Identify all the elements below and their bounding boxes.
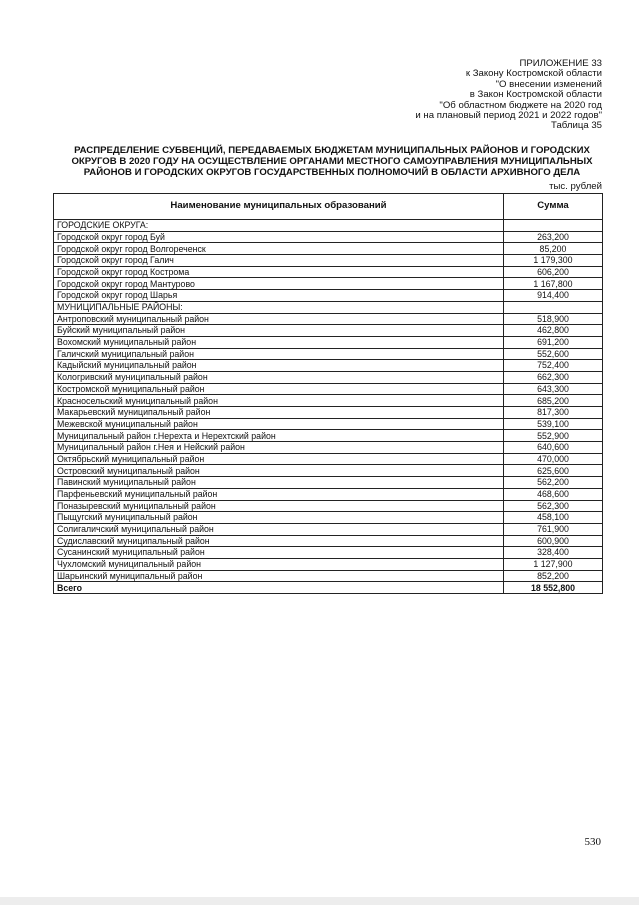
municipality-name: Антроповский муниципальный район [54,313,504,325]
municipality-name: Островский муниципальный район [54,465,504,477]
subvention-amount: 914,400 [504,290,603,302]
municipality-name: Октябрьский муниципальный район [54,453,504,465]
appendix-header-line: к Закону Костромской области [465,68,602,80]
municipality-name: Муниципальный район г.Нерехта и Нерехтский район [54,430,504,442]
subvention-amount: 752,400 [504,360,603,372]
subvention-amount: 552,900 [504,430,603,442]
subvention-amount: 817,300 [504,407,603,419]
subvention-amount: 562,300 [504,500,603,512]
municipality-name: Межевской муниципальный район [54,418,504,430]
subvention-amount: 662,300 [504,371,603,383]
subvention-amount: 852,200 [504,570,603,582]
municipality-name: Кадыйский муниципальный район [54,360,504,372]
municipality-name: Галичский муниципальный район [54,348,504,360]
municipality-name: Кологривский муниципальный район [54,371,504,383]
subvention-amount: 643,300 [504,383,603,395]
municipality-name: Городской округ город Кострома [54,266,504,278]
municipality-name: Пыщугский муниципальный район [54,512,504,524]
appendix-header-line: ПРИЛОЖЕНИЕ 33 [519,58,602,69]
table-row [54,325,603,337]
subvention-amount: 263,200 [504,231,603,243]
subvention-amount: 1 127,900 [504,558,603,570]
table-row [54,523,603,535]
table-row [54,383,603,395]
table-row [54,371,603,383]
municipality-name: Городской округ город Буй [54,231,504,243]
municipality-name: Чухломский муниципальный район [54,558,504,570]
table-row [54,442,603,454]
table-row [54,313,603,325]
subvention-amount: 625,600 [504,465,603,477]
units-label: тыс. рублей [549,181,602,192]
column-header-name: Наименование муниципальных образований [54,194,504,220]
column-header-amount: Сумма [504,194,603,220]
subvention-amount: 462,800 [504,325,603,337]
table-row [54,290,603,302]
scan-bottom-edge [0,897,639,905]
page-number: 530 [584,836,601,848]
municipality-name: Солигаличский муниципальный район [54,523,504,535]
municipality-name: Макарьевский муниципальный район [54,407,504,419]
appendix-header-line: в Закон Костромской области [469,89,602,101]
table-row [54,465,603,477]
document-title [56,145,608,178]
subvention-amount [504,301,603,313]
total-amount: 18 552,800 [504,582,603,594]
appendix-header-line: "О внесении изменений [495,78,602,90]
table-row [54,407,603,419]
municipality-name: Городской округ город Волгореченск [54,243,504,255]
municipality-name: Шарьинский муниципальный район [54,570,504,582]
table-row [54,255,603,267]
municipality-name: Поназыревский муниципальный район [54,500,504,512]
table-row [54,500,603,512]
table-row [54,418,603,430]
table-total-row [54,582,603,594]
document-title-line: РАЙОНОВ И ГОРОДСКИХ ОКРУГОВ ГОСУДАРСТВЕННЫХ ПОЛНОМОЧИЙ В ОБЛАСТИ АРХИВНОГО ДЕЛА [83,167,581,178]
subvention-amount: 328,400 [504,547,603,559]
subvention-amount: 562,200 [504,477,603,489]
subvention-amount: 552,600 [504,348,603,360]
municipality-name: Парфеньевский муниципальный район [54,488,504,500]
subvention-amount: 606,200 [504,266,603,278]
table-row [54,395,603,407]
municipality-name: Городской округ город Мантурово [54,278,504,290]
subvention-amount: 1 167,800 [504,278,603,290]
municipality-name: Муниципальный район г.Нея и Нейский район [54,442,504,454]
table-row [54,488,603,500]
table-row [54,360,603,372]
table-row [54,220,603,232]
subvention-amount: 691,200 [504,336,603,348]
table-row [54,336,603,348]
subvention-amount: 85,200 [504,243,603,255]
municipality-name: Вохомский муниципальный район [54,336,504,348]
subvention-amount [504,220,603,232]
municipality-name: Городской округ город Шарья [54,290,504,302]
subvention-table [53,193,603,594]
table-row [54,477,603,489]
subvention-amount: 518,900 [504,313,603,325]
subvention-amount: 640,600 [504,442,603,454]
table-row [54,512,603,524]
table-row [54,535,603,547]
document-title-line: ОКРУГОВ В 2020 ГОДУ НА ОСУЩЕСТВЛЕНИЕ ОРГАНАМИ МЕСТНОГО САМОУПРАВЛЕНИЯ МУНИЦИПАЛЬНЫХ [71,156,593,167]
table-header-row [54,194,603,220]
subvention-amount: 470,000 [504,453,603,465]
table-row [54,278,603,290]
subvention-amount: 600,900 [504,535,603,547]
subvention-amount: 761,900 [504,523,603,535]
municipality-name: Павинский муниципальный район [54,477,504,489]
municipality-name: Костромской муниципальный район [54,383,504,395]
municipality-name: ГОРОДСКИЕ ОКРУГА: [54,220,504,232]
subvention-amount: 1 179,300 [504,255,603,267]
table-row [54,243,603,255]
table-row [54,301,603,313]
subvention-amount: 458,100 [504,512,603,524]
municipality-name: Буйский муниципальный район [54,325,504,337]
municipality-name: МУНИЦИПАЛЬНЫЕ РАЙОНЫ: [54,301,504,313]
table-row [54,266,603,278]
table-number: Таблица 35 [551,120,602,132]
municipality-name: Городской округ город Галич [54,255,504,267]
appendix-header-line: и на плановый период 2021 и 2022 годов" [415,110,602,122]
municipality-name: Судиславский муниципальный район [54,535,504,547]
municipality-name: Сусанинский муниципальный район [54,547,504,559]
subvention-amount: 685,200 [504,395,603,407]
document-title-line: РАСПРЕДЕЛЕНИЕ СУБВЕНЦИЙ, ПЕРЕДАВАЕМЫХ БЮДЖЕТАМ МУНИЦИПАЛЬНЫХ РАЙОНОВ И ГОРОДСКИХ [74,145,590,156]
subvention-amount: 468,600 [504,488,603,500]
appendix-header [415,59,602,132]
table-row [54,453,603,465]
total-label: Всего [54,582,504,594]
table-row [54,348,603,360]
table-row [54,231,603,243]
subvention-amount: 539,100 [504,418,603,430]
table-body [54,220,603,594]
table-row [54,570,603,582]
appendix-header-line: "Об областном бюджете на 2020 год [439,99,602,111]
table-row [54,558,603,570]
table-row [54,430,603,442]
table-row [54,547,603,559]
municipality-name: Красносельский муниципальный район [54,395,504,407]
